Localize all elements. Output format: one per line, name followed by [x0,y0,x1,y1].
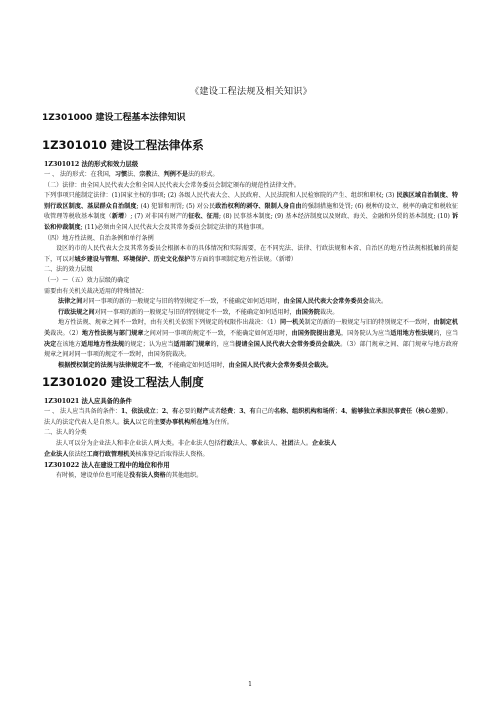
chapter-heading: 1Z301000 建设工程基本法律知识 [42,113,186,123]
subsection-heading-1Z301022: 1Z301022 法人在建设工程中的地位和作用 [44,462,170,470]
document-title: 《建设工程法规及相关知识》 [189,86,313,97]
subsection-heading-1Z301012: 1Z301012 法的形式和效力层级 [44,161,139,168]
paragraph-law-forms: 一 、 法的形式：在我国，习惯法、宗教法、判例不是法的形式。 [44,171,219,178]
subsection-heading-1Z301021: 1Z301021 法人应具备的条件 [44,398,132,406]
paragraph-special-cases: 需要由有关机关裁决适用的特殊情况： [44,287,148,295]
paragraph-legal-person-conditions: 一 、 法人应当具备的条件：1、依法成立；2、有必要的财产或者经费；3、有自己的名称、组织机构和场所；4、能够独立承担民事责任（核心差别）。 [44,408,452,416]
paragraph-legal-representative: 法人的法定代表人是自然人。法人以它的主要办事机构所在地为住所。 [44,418,233,426]
paragraph-legal-person-types-heading: 二、法人的分类 [44,429,87,437]
paragraph-law-only-matters: 下列事项只能制定法律：(1)国家主权的事项; (2) 各级人民代表大会、人民政府、人民法院和人民检察院的产生、组织和职权; (3) 民族区域自治制度、特别行政区制度、基层群众自治制度; (4) 犯罪和刑罚; (5) 对公民政治权利的剥夺、限制人身自由的强制措施和处罚; (6) 税种的设立、税率的确定和税收征收管理等税收基本制度（新增）; (7) 对非国有财产的征收、征用; (8) 民事基本制度; (9) 基本经济制度以及财政、海关、金融和外贸的基本制度; (10) 诉讼和仲裁制度; (11)必须由全国人民代表大会及其常务委员会制定法律的其他事项。 [44,192,459,231]
paragraph-law-definition: （二）法律：由全国人民代表大会和全国人民代表大会常务委员会制定颁布的规范性法律文件。 [44,181,300,189]
page-number: 1 [248,681,252,688]
section-heading-1Z301010: 1Z301010 建设工程法律体系 [42,138,204,152]
paragraph-local-regulations: 设区的市的人民代表大会及其常务委员会根据本市的具体情况和实际需要，在不同宪法、法律、行政法规和本省、自治区的地方性法规相抵触的前提下，可以对城乡建设与管理、环境保护、历史文化保护等方面的事项制定地方性法规。（新增） [44,245,458,263]
paragraph-effect-levels: 二、法的效力层级 [44,266,93,274]
paragraph-local-rules-conflicts: 地方性法规、规章之间不一致时，由有关机关依照下列规定的权限作出裁决：（1）同一机关制定的新的一般规定与旧的特别规定不一致时，由制定机关裁决。（2）地方性法规与部门规章之间对同一事项的规定不一致，不能确定如何适用时，由国务院提出意见，国务院认为应当适用地方性法规的，应当决定在该地方适用地方性法规的规定；认为应当适用部门规章的，应当提请全国人民代表大会常务委员会裁决。（3）部门规章之间、部门规章与地方政府规章之间对同一事项的规定不一致时，由国务院裁决。 [44,319,459,359]
paragraph-legal-person-types: 法人可以分为企业法人和非企业法人两大类。非企业法人包括行政法人、事业法人、社团法人。企业法人 企业法人依法经工商行政管理机关核准登记后取得法人资格。 [44,440,337,458]
paragraph-effect-determination: （一）～（五）效力层级的确定 [44,276,130,284]
paragraph-construction-unit: 有时候，建设单位也可能是没有法人资格的其他组织。 [56,472,203,480]
paragraph-authorized-regulations: 根据授权制定的法规与法律规定不一致，不能确定如何适用时，由全国人民代表大会常务委员会裁决。 [58,361,333,369]
paragraph-between-admin-regs: 行政法规之间对同一事项的新的一般规定与旧的特别规定不一致，不能确定如何适用时，由国务院裁决。 [58,308,339,316]
section-heading-1Z301020: 1Z301020 建设工程法人制度 [42,375,204,390]
paragraph-local-regulations-heading: （四）地方性法规、自治条例和单行条例 [44,234,154,242]
paragraph-between-laws: 法律之间对同一事项的新的一般规定与旧的特别规定不一致，不能确定如何适用时，由全国人民代表大会常务委员会裁决。 [58,298,388,306]
